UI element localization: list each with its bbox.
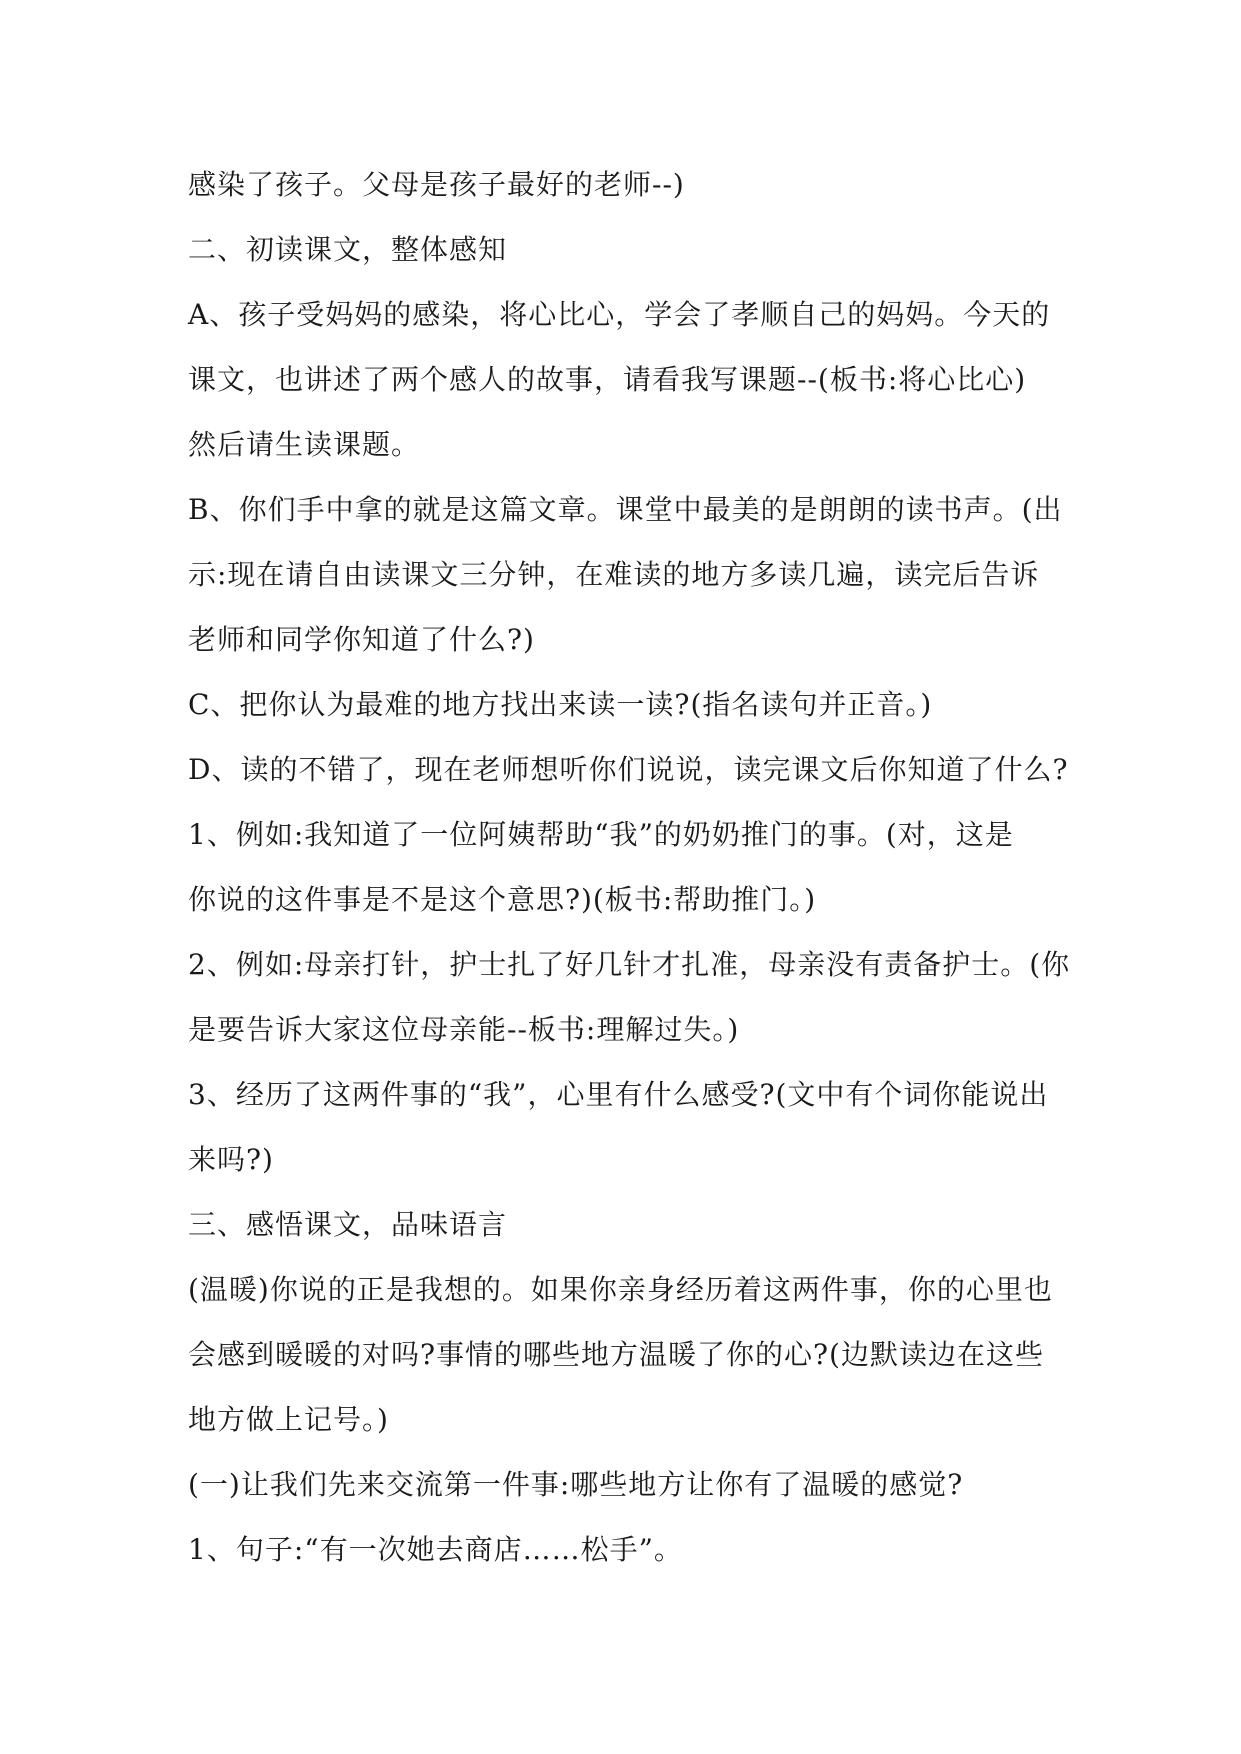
text-line: 然后请生读课题。 [188, 428, 421, 461]
text-line: C、把你认为最难的地方找出来读一读?(指名读句并正音。) [188, 688, 933, 721]
text-line: 3、经历了这两件事的“我”，心里有什么感受?(文中有个词你能说出 [188, 1078, 1049, 1111]
text-line: 老师和同学你知道了什么?) [188, 623, 535, 656]
text-line: 你说的这件事是不是这个意思?)(板书:帮助推门。) [188, 883, 817, 916]
document-body [188, 152, 1071, 1582]
section-heading: 三、感悟课文，品味语言 [188, 1208, 508, 1241]
text-line: B、你们手中拿的就是这篇文章。课堂中最美的是朗朗的读书声。(出 [188, 493, 1063, 526]
text-line: 课文，也讲述了两个感人的故事，请看我写课题--(板书:将心比心) [188, 363, 1027, 396]
text-line: A、孩子受妈妈的感染，将心比心，学会了孝顺自己的妈妈。今天的 [188, 298, 1051, 331]
text-line: (一)让我们先来交流第一件事:哪些地方让你有了温暖的感觉? [188, 1468, 964, 1501]
text-line: (温暖)你说的正是我想的。如果你亲身经历着这两件事，你的心里也 [188, 1273, 1053, 1306]
text-line: 会感到暖暖的对吗?事情的哪些地方温暖了你的心?(边默读边在这些 [188, 1338, 1044, 1371]
text-line: 来吗?) [188, 1143, 274, 1176]
text-line: D、读的不错了，现在老师想听你们说说，读完课文后你知道了什么? [188, 753, 1069, 786]
text-line: 示:现在请自由读课文三分钟，在难读的地方多读几遍，读完后告诉 [188, 558, 1040, 591]
section-heading: 二、初读课文，整体感知 [188, 233, 508, 266]
text-line: 2、例如:母亲打针，护士扎了好几针才扎准，母亲没有责备护士。(你 [188, 948, 1071, 981]
text-line: 感染了孩子。父母是孩子最好的老师--) [188, 168, 685, 201]
text-line: 1、例如:我知道了一位阿姨帮助“我”的奶奶推门的事。(对，这是 [188, 818, 1014, 851]
text-line: 是要告诉大家这位母亲能--板书:理解过失。) [188, 1013, 740, 1046]
text-line: 1、句子:“有一次她去商店……松手”。 [188, 1533, 683, 1566]
text-line: 地方做上记号。) [188, 1403, 389, 1436]
